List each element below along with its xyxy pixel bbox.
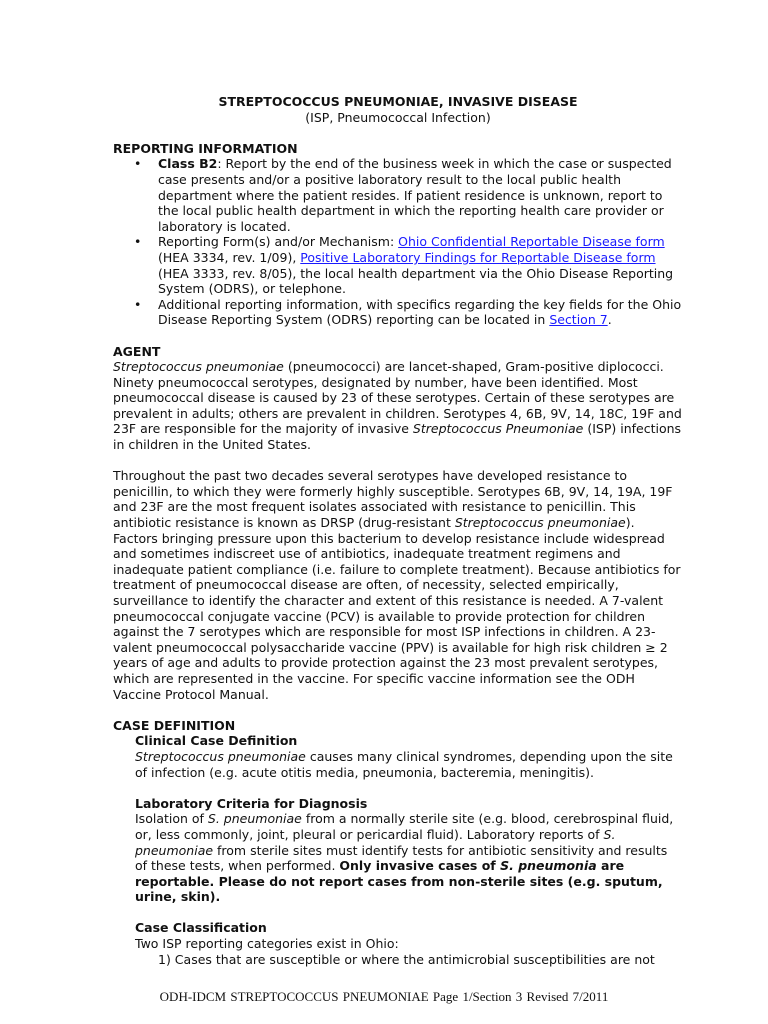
ohio-confidential-form-link[interactable]: Ohio Confidential Reportable Disease form xyxy=(398,234,665,250)
lab-criteria-heading: Laboratory Criteria for Diagnosis xyxy=(135,795,368,811)
case-classification-heading: Case Classification xyxy=(135,920,267,936)
document-title: STREPTOCOCCUS PNEUMONIAE, INVASIVE DISEASE xyxy=(218,94,578,109)
document-body xyxy=(113,94,683,967)
case-classification-item-1: 1) Cases that are susceptible or where the antimicrobial susceptibilities are not xyxy=(158,951,655,967)
case-definition-heading: CASE DEFINITION xyxy=(113,717,236,733)
agent-paragraph-1: Streptococcus pneumoniae (pneumococci) are lancet-shaped, Gram-positive diplococci. Ninety pneumococcal serotypes, designated by number, have been identified. Most pneumococcal disease is caused by 23 of these serotypes. Certain of these serotypes are prevalent in adults; others are prevalent in children. Serotypes 4, 6B, 9V, 14, 18C, 19F and 23F are responsible for the majority of invasive Streptococcus Pneumoniae (ISP) infections in children in the United States. xyxy=(113,359,682,453)
document-subtitle: (ISP, Pneumococcal Infection) xyxy=(305,109,491,125)
reporting-bullet-forms: • Reporting Form(s) and/or Mechanism: Ohio Confidential Reportable Disease form (HEA 3334, rev. 1/09), Positive Laboratory Findings for Reportable Disease form (HEA 3333, rev. 8/05), the local health department via the Ohio Disease Reporting System (ODRS), or telephone. xyxy=(158,234,683,296)
reporting-list xyxy=(113,156,683,328)
agent-heading: AGENT xyxy=(113,343,161,359)
clinical-case-heading: Clinical Case Definition xyxy=(135,733,298,749)
positive-lab-findings-form-link[interactable]: Positive Laboratory Findings for Reportable Disease form xyxy=(300,249,656,265)
reporting-bullet-additional: • Additional reporting information, with specifics regarding the key fields for the Ohio Disease Reporting System (ODRS) reporting can be located in Section 7. xyxy=(158,297,683,328)
page-footer: ODH-IDCM STREPTOCOCCUS PNEUMONIAE Page 1/Section 3 Revised 7/2011 xyxy=(159,989,609,1004)
clinical-case-text: Streptococcus pneumoniae causes many clinical syndromes, depending upon the site of infection (e.g. acute otitis media, pneumonia, bacteremia, meningitis). xyxy=(135,748,673,780)
section-7-link[interactable]: Section 7 xyxy=(549,312,608,328)
reporting-heading: REPORTING INFORMATION xyxy=(113,140,298,156)
class-b2-label: Class B2 xyxy=(158,156,218,172)
lab-criteria-text: Isolation of S. pneumoniae from a normally sterile site (e.g. blood, cerebrospinal fluid, or, less commonly, joint, pleural or pericardial fluid). Laboratory reports of S. pneumoniae from sterile sites must identify tests for antibiotic sensitivity and results of these tests, when performed. Only invasive cases of S. pneumonia are reportable. Please do not report cases from non-sterile sites (e.g. sputum, urine, skin). xyxy=(135,811,674,905)
case-classification-intro: Two ISP reporting categories exist in Ohio: xyxy=(135,936,399,952)
reporting-bullet-class: • Class B2: Report by the end of the business week in which the case or suspected case presents and/or a positive laboratory result to the local public health department where the patient resides. If patient residence is unknown, report to the local public health department in which the reporting health care provider or laboratory is located. xyxy=(158,156,683,234)
agent-paragraph-2: Throughout the past two decades several serotypes have developed resistance to penicillin, to which they were formerly highly susceptible. Serotypes 6B, 9V, 14, 19A, 19F and 23F are the most frequent isolates associated with resistance to penicillin. This antibiotic resistance is known as DRSP (drug-resistant Streptococcus pneumoniae). Factors bringing pressure upon this bacterium to develop resistance include widespread and sometimes indiscreet use of antibiotics, inadequate treatment regimens and inadequate patient compliance (i.e. failure to complete treatment). Because antibiotics for treatment of pneumococcal disease are often, of necessity, selected empirically, surveillance to identify the character and extent of this resistance is needed. A 7-valent pneumococcal conjugate vaccine (PCV) is available to provide protection for children against the 7 serotypes which are responsible for most ISP infections in children. A 23-valent pneumococcal polysaccharide vaccine (PPV) is available for high risk children ≥ 2 years of age and adults to provide protection against the 23 most prevalent serotypes, which are represented in the vaccine. For specific vaccine information see the ODH Vaccine Protocol Manual. xyxy=(113,468,681,702)
